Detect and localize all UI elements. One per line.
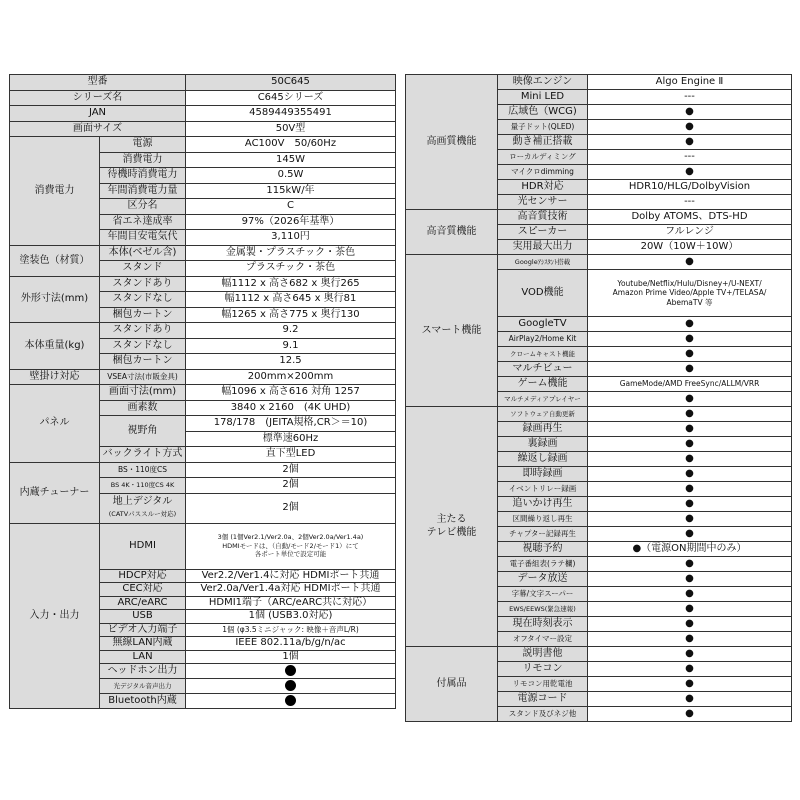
io-row-value: 1個 (φ3.5ミニジャック: 映像＋音声L/R) <box>186 623 396 637</box>
smart-row-label: AirPlay2/Home Kit <box>498 332 588 347</box>
backlight-value: 直下型LED <box>186 447 396 463</box>
pic-row-value: Algo Engine Ⅱ <box>588 75 792 90</box>
paint-row-label: スタンド <box>100 261 186 277</box>
panel-refresh-value: 標準速60Hz <box>186 431 396 447</box>
io-row-value: 1個 <box>186 650 396 664</box>
backlight-label: バックライト方式 <box>100 447 186 463</box>
digital-tuner-label-main: 地上デジタル <box>112 495 173 507</box>
digital-tuner-value: 2個 <box>186 493 396 523</box>
tv-row-label: 視聴予約 <box>498 542 588 557</box>
headphone-label: ヘッドホン出力 <box>100 664 186 679</box>
power-row-value: 97%（2026年基準） <box>186 214 396 230</box>
power-row-value: C <box>186 199 396 215</box>
io-row-value: IEEE 802.11a/b/g/n/ac <box>186 637 396 651</box>
tv-row-value: ● <box>588 467 792 482</box>
digital-tuner-label-sub: (CATVパススルー対応) <box>108 510 177 518</box>
pic-row-label: 動き補正搭載 <box>498 135 588 150</box>
tv-category-line: テレビ機能 <box>426 526 477 538</box>
filled-circle-icon <box>285 695 296 706</box>
left-spec-table <box>9 74 396 709</box>
io-row-value: Ver2.2/Ver1.4に対応 HDMIポート共通 <box>186 569 396 583</box>
paint-row-value: 金属製・プラスチック・茶色 <box>186 245 396 261</box>
pic-row-label: マイクロdimming <box>498 165 588 180</box>
power-row-label: 省エネ達成率 <box>100 214 186 230</box>
snd-row-value: Dolby ATOMS、DTS-HD <box>588 210 792 225</box>
power-row-label: 区分名 <box>100 199 186 215</box>
tv-row-label: 録画再生 <box>498 422 588 437</box>
dim-row-value: 幅1112 x 高さ682 x 奥行265 <box>186 276 396 292</box>
screen-size-label: 画面サイズ <box>10 121 186 137</box>
acc-row-label: スタンド及びネジ他 <box>498 707 588 722</box>
power-row-label: 年間消費電力量 <box>100 183 186 199</box>
smart-row-label: マルチメディアプレイヤー <box>498 392 588 407</box>
paint-row-value: プラスチック・茶色 <box>186 261 396 277</box>
model-value: 50C645 <box>186 75 396 91</box>
pic-row-value: ● <box>588 105 792 120</box>
smart-row-value: ● <box>588 332 792 347</box>
paint-row-label: 本体(ベゼル含) <box>100 245 186 261</box>
tuner-category: 内蔵チューナー <box>10 462 100 523</box>
wall-mount-category: 壁掛け対応 <box>10 369 100 385</box>
pic-row-label: 映像エンジン <box>498 75 588 90</box>
acc-row-value: ● <box>588 662 792 677</box>
tv-row-value: ● <box>588 572 792 587</box>
smart-row-value: ● <box>588 392 792 407</box>
vod-line: AbemaTV 等 <box>666 297 713 307</box>
tv-row-label: データ放送 <box>498 572 588 587</box>
bluetooth-label: Bluetooth内蔵 <box>100 694 186 709</box>
panel-size-value: 幅1096 x 高さ616 対角 1257 <box>186 385 396 401</box>
tv-row-value: ● <box>588 437 792 452</box>
power-row-label: 電源 <box>100 137 186 153</box>
pic-row-value: ● <box>588 120 792 135</box>
acc-row-value: ● <box>588 677 792 692</box>
acc-row-value: ● <box>588 692 792 707</box>
snd-row-label: スピーカー <box>498 225 588 240</box>
io-row-label: CEC対応 <box>100 583 186 597</box>
pic-row-label: HDR対応 <box>498 180 588 195</box>
acc-row-value: ● <box>588 707 792 722</box>
power-category: 消費電力 <box>10 137 100 246</box>
pic-row-value: --- <box>588 150 792 165</box>
dim-row-value: 幅1265 x 高さ775 x 奥行130 <box>186 307 396 323</box>
io-row-label: ビデオ入力端子 <box>100 623 186 637</box>
tv-row-value: ● <box>588 617 792 632</box>
power-row-value: AC100V 50/60Hz <box>186 137 396 153</box>
optical-out-label: 光デジタル音声出力 <box>100 679 186 694</box>
tv-row-label: イベントリレー録画 <box>498 482 588 497</box>
digital-tuner-label <box>100 493 186 523</box>
pic-row-label: 量子ドット(QLED) <box>498 120 588 135</box>
io-row-value: 1個 (USB3.0対応) <box>186 610 396 624</box>
pic-row-label: Mini LED <box>498 90 588 105</box>
tv-row-value: ● <box>588 587 792 602</box>
snd-row-value: 20W（10W＋10W） <box>588 240 792 255</box>
picture-quality-category: 高画質機能 <box>406 75 498 210</box>
vod-line: Amazon Prime Video/Apple TV+/TELASA/ <box>612 288 767 298</box>
screen-size-value: 50V型 <box>186 121 396 137</box>
sound-quality-category: 高音質機能 <box>406 210 498 255</box>
weight-row-value: 12.5 <box>186 354 396 370</box>
power-row-label: 消費電力 <box>100 152 186 168</box>
google-assistant-label: Googleｱｼｽﾀﾝﾄ搭載 <box>498 255 588 270</box>
tv-row-label: チャプター記録再生 <box>498 527 588 542</box>
tv-row-label: 追いかけ再生 <box>498 497 588 512</box>
weight-row-value: 9.2 <box>186 323 396 339</box>
google-assistant-value: ● <box>588 255 792 270</box>
pic-row-value: HDR10/HLG/DolbyVision <box>588 180 792 195</box>
acc-row-label: 説明書他 <box>498 647 588 662</box>
tv-row-label: 繰返し録画 <box>498 452 588 467</box>
tv-row-value: ● <box>588 632 792 647</box>
tuner-row-value: 2個 <box>186 462 396 478</box>
snd-row-label: 実用最大出力 <box>498 240 588 255</box>
acc-row-value: ● <box>588 647 792 662</box>
pic-row-value: ● <box>588 165 792 180</box>
dim-row-value: 幅1112 x 高さ645 x 奥行81 <box>186 292 396 308</box>
tuner-row-value: 2個 <box>186 478 396 494</box>
panel-category: パネル <box>10 385 100 463</box>
filled-circle-icon <box>285 680 296 691</box>
smart-row-label: クロームキャスト機能 <box>498 347 588 362</box>
filled-circle-icon <box>285 665 296 676</box>
tuner-row-label: BS 4K・110度CS 4K <box>100 478 186 494</box>
tv-row-label: 電子番組表(ラテ欄) <box>498 557 588 572</box>
acc-row-label: 電源コード <box>498 692 588 707</box>
panel-viewing-angle-value: 178/178 (JEITA規格,CR＞＝10) <box>186 416 396 432</box>
pic-row-value: ● <box>588 135 792 150</box>
jan-value: 4589449355491 <box>186 106 396 122</box>
smart-row-label: ゲーム機能 <box>498 377 588 392</box>
tv-row-label: ソフトウェア自動更新 <box>498 407 588 422</box>
io-row-label: ARC/eARC <box>100 596 186 610</box>
panel-size-label: 画面寸法(mm) <box>100 385 186 401</box>
weight-row-value: 9.1 <box>186 338 396 354</box>
headphone-value <box>186 664 396 679</box>
smart-row-value: ● <box>588 362 792 377</box>
tv-row-value: ● <box>588 452 792 467</box>
io-row-value: HDMI1端子（ARC/eARC共に対応） <box>186 596 396 610</box>
hdmi-line: 各ポート単位で設定可能 <box>254 550 327 559</box>
io-row-label: HDCP対応 <box>100 569 186 583</box>
tv-row-value: ● <box>588 512 792 527</box>
dim-row-label: 梱包カートン <box>100 307 186 323</box>
pic-row-value: --- <box>588 195 792 210</box>
tv-row-value: ● <box>588 422 792 437</box>
hdmi-line: HDMIモードは、（自動/モード2/モード1）にて <box>222 541 359 550</box>
io-row-label: USB <box>100 610 186 624</box>
hdmi-label: HDMI <box>100 523 186 569</box>
tv-row-value: ● <box>588 557 792 572</box>
panel-viewing-angle-label: 視野角 <box>100 416 186 447</box>
tv-row-label: 即時録画 <box>498 467 588 482</box>
smart-row-value: GameMode/AMD FreeSync/ALLM/VRR <box>588 377 792 392</box>
power-row-value: 145W <box>186 152 396 168</box>
tv-function-category <box>406 407 498 647</box>
paint-category: 塗装色（材質） <box>10 245 100 276</box>
model-label: 型番 <box>10 75 186 91</box>
snd-row-value: フルレンジ <box>588 225 792 240</box>
vesa-value: 200mm×200mm <box>186 369 396 385</box>
weight-row-label: スタンドなし <box>100 338 186 354</box>
panel-pixels-value: 3840 x 2160 (4K UHD) <box>186 400 396 416</box>
tv-row-value: ● <box>588 527 792 542</box>
series-label: シリーズ名 <box>10 90 186 106</box>
io-row-label: LAN <box>100 650 186 664</box>
smart-row-label: マルチビュー <box>498 362 588 377</box>
tv-row-value: ● <box>588 497 792 512</box>
right-spec-table <box>405 74 792 722</box>
weight-row-label: 梱包カートン <box>100 354 186 370</box>
snd-row-label: 高音質技術 <box>498 210 588 225</box>
power-row-value: 115kW/年 <box>186 183 396 199</box>
pic-row-value: --- <box>588 90 792 105</box>
dim-row-label: スタンドあり <box>100 276 186 292</box>
smart-row-label: GoogleTV <box>498 317 588 332</box>
vesa-label: VSEA寸法(市販金具) <box>100 369 186 385</box>
io-row-label: 無線LAN内蔵 <box>100 637 186 651</box>
hdmi-line: 3個 (1個Ver2.1/Ver2.0a、2個Ver2.0a/Ver1.4a) <box>217 532 364 541</box>
pic-row-label: 光センサー <box>498 195 588 210</box>
accessories-category: 付属品 <box>406 647 498 722</box>
tv-row-label: 区間繰り返し再生 <box>498 512 588 527</box>
smart-row-value: ● <box>588 317 792 332</box>
tv-row-label: EWS/EEWS(緊急速報) <box>498 602 588 617</box>
tv-row-value: ● <box>588 482 792 497</box>
tuner-row-label: BS・110度CS <box>100 462 186 478</box>
tv-row-value: ●（電源ON期間中のみ） <box>588 542 792 557</box>
tv-row-label: 裏録画 <box>498 437 588 452</box>
dimensions-category: 外形寸法(mm) <box>10 276 100 323</box>
jan-label: JAN <box>10 106 186 122</box>
smart-category: スマート機能 <box>406 255 498 407</box>
tv-row-value: ● <box>588 407 792 422</box>
dim-row-label: スタンドなし <box>100 292 186 308</box>
tv-row-value: ● <box>588 602 792 617</box>
panel-pixels-label: 画素数 <box>100 400 186 416</box>
series-value: C645シリーズ <box>186 90 396 106</box>
power-row-label: 待機時消費電力 <box>100 168 186 184</box>
power-row-value: 0.5W <box>186 168 396 184</box>
tv-row-label: 現在時刻表示 <box>498 617 588 632</box>
io-category: 入力・出力 <box>10 523 100 709</box>
tv-row-label: 字幕/文字スーパー <box>498 587 588 602</box>
io-row-value: Ver2.0a/Ver1.4a対応 HDMIポート共通 <box>186 583 396 597</box>
weight-row-label: スタンドあり <box>100 323 186 339</box>
vod-line: Youtube/Netflix/Hulu/Disney+/U-NEXT/ <box>617 278 762 288</box>
pic-row-label: ローカルディミング <box>498 150 588 165</box>
acc-row-label: リモコン用乾電池 <box>498 677 588 692</box>
optical-out-value <box>186 679 396 694</box>
vod-label: VOD機能 <box>498 270 588 317</box>
weight-category: 本体重量(kg) <box>10 323 100 370</box>
acc-row-label: リモコン <box>498 662 588 677</box>
tv-category-line: 主たる <box>436 514 467 525</box>
pic-row-label: 広域色（WCG) <box>498 105 588 120</box>
vod-value <box>588 270 792 317</box>
power-row-value: 3,110円 <box>186 230 396 246</box>
bluetooth-value <box>186 694 396 709</box>
smart-row-value: ● <box>588 347 792 362</box>
tv-row-label: オフタイマー設定 <box>498 632 588 647</box>
power-row-label: 年間目安電気代 <box>100 230 186 246</box>
hdmi-value <box>186 523 396 569</box>
